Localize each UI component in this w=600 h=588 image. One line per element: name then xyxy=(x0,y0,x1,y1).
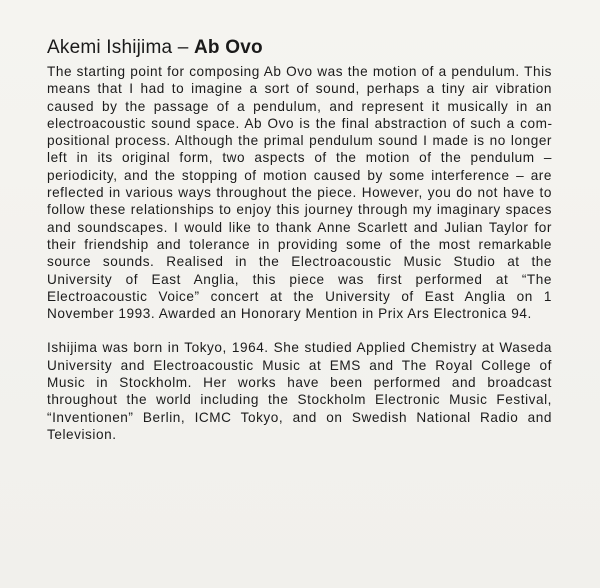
liner-notes xyxy=(47,37,552,443)
composer-name: Akemi Ishijima xyxy=(47,37,173,58)
program-note-paragraph: The starting point for composing Ab Ovo was the motion of a pendulum. This means that I had to imagine a sort of sound, perhaps a tiny air vibration caused by the passage of a pendulum, and represent it musically in an electroacoustic sound space. Ab Ovo is the final abstraction of such a compositional process. Although the primal pendulum sound I made is no longer left in its original form, two aspects of the motion of the pendulum – periodicity, and the stopping of motion caused by some interference – are reflected in various ways throughout the piece. However, you do not have to follow these relationships to enjoy this journey through my imaginary spaces and soundscapes. I would like to thank Anne Scarlett and Julian Taylor for their friendship and tolerance in providing some of the most remarkable source sounds. Realised in the Electroacoustic Music Studio at the University of East Anglia, this piece was first performed at “The Electroacoustic Voice” concert at the University of East Anglia on 1 November 1993. Awarded an Honorary Mention in Prix Ars Electronica 94. xyxy=(47,64,552,322)
piece-title: Ab Ovo xyxy=(194,37,263,58)
title-separator: – xyxy=(172,37,195,58)
page-title xyxy=(47,37,552,59)
biography-paragraph: Ishijima was born in Tokyo, 1964. She studied Applied Chemistry at Waseda University and Electroacoustic Music at EMS and The Royal College of Music in Stockholm. Her works have been performed and broadcast throughout the world including the Stockholm Electronic Music Festival, “Inventionen” Berlin, ICMC Tokyo, and on Swedish National Radio and Television. xyxy=(47,340,552,442)
